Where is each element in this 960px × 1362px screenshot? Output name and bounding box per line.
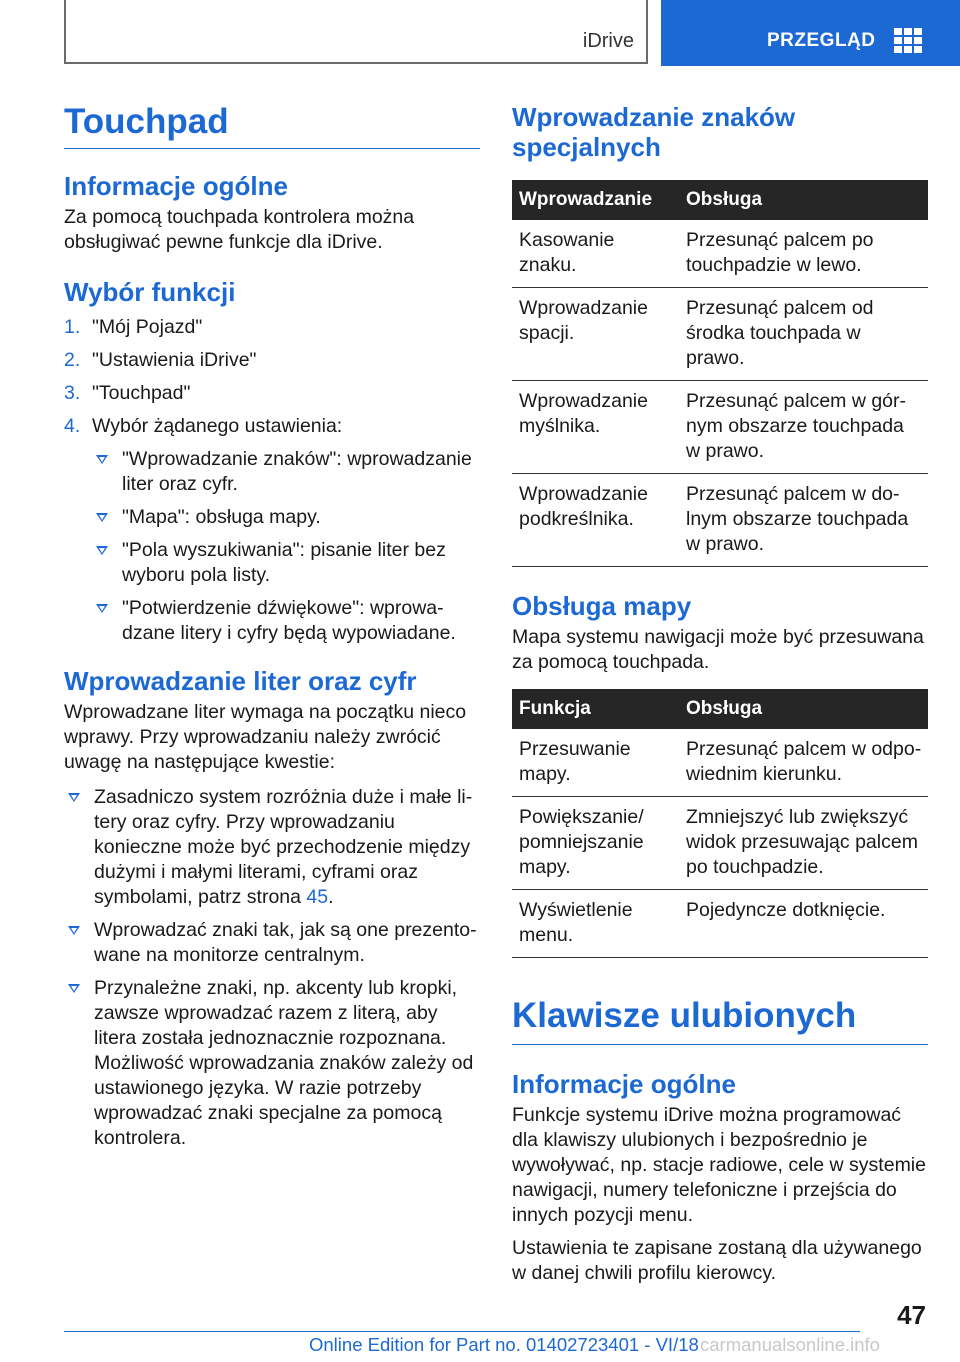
table-row (512, 797, 928, 890)
step-text: Wybór żądanego ustawienia: (92, 415, 343, 437)
table-header-row (512, 180, 928, 220)
section-heading-function-select: Wybór funkcji (64, 277, 236, 307)
list-item (92, 538, 480, 588)
list-item (92, 505, 480, 530)
bullet-text: Wprowadzać znaki tak, jak są one prezentowane na monitorze centralnym. (94, 919, 477, 966)
step-text: "Ustawienia iDrive" (92, 349, 257, 371)
list-item (92, 596, 480, 646)
overview-tab[interactable] (661, 0, 960, 66)
list-item (64, 976, 480, 1151)
bullet-text: "Pola wyszukiwania": pisanie liter bez wyboru pola listy. (122, 539, 446, 586)
section-heading-favorites-general: Informacje ogólne (512, 1069, 736, 1099)
table-cell: Wyświetlenie menu. (512, 890, 679, 958)
table-row (512, 890, 928, 958)
step-number: 4. (64, 415, 81, 437)
map-text: Mapa systemu nawigacji może być przesuwana za pomocą touchpada. (512, 626, 924, 673)
page-number: 47 (897, 1300, 926, 1330)
bullet-text: "Potwierdzenie dźwiękowe": wprowadzane litery i cyfry będą wypowiadane. (122, 597, 456, 644)
page-title: Touchpad (64, 102, 229, 141)
favorites-text-2: Ustawienia te zapisane zostaną dla używanego w danej chwili profilu kierowcy. (512, 1237, 922, 1284)
table-cell: Zmniejszyć lub zwiększyć widok przesuwając palcem po touchpadzie. (679, 797, 928, 890)
bullet-text: Przynależne znaki, np. akcenty lub kropki, zawsze wprowadzać razem z literą, aby litera została jednoznacznie rozpoznana. Możliwość wprowadzania znaków zależy od ustawionego języka. W razie potrzeby wprowadzać znaki specjalne za pomocą kontrolera. (94, 977, 474, 1149)
table-cell: Wprowadzanie podkreślnika. (512, 474, 679, 567)
header-box (64, 0, 648, 64)
footer-divider (64, 1331, 860, 1332)
table-cell: Przesunąć palcem w odpowiednim kierunku. (679, 729, 928, 797)
map-table (512, 689, 928, 958)
sub-bullet-list (64, 447, 480, 646)
table-header-row (512, 689, 928, 729)
step-number: 1. (64, 316, 81, 338)
table-header-cell: Obsługa (679, 180, 928, 220)
letters-bullet-list (64, 785, 480, 1151)
special-chars-table (512, 180, 928, 567)
table-row (512, 220, 928, 288)
table-cell: Przesunąć palcem od środka touchpada w prawo. (679, 288, 928, 381)
table-cell: Kasowanie znaku. (512, 220, 679, 288)
grid-icon (894, 28, 922, 54)
section-title-favorites: Klawisze ulubionych (512, 996, 857, 1035)
table-cell: Przesuwanie mapy. (512, 729, 679, 797)
list-item (64, 918, 480, 968)
general-text: Za pomocą touchpada kontrolera można obsługiwać pewne funkcje dla iDrive. (64, 206, 415, 253)
list-item (92, 447, 480, 497)
steps-list (64, 315, 480, 439)
overview-tab-label: PRZEGLĄD (767, 30, 876, 51)
table-cell: Wprowadzanie spacji. (512, 288, 679, 381)
table-header-cell: Wprowadzanie (512, 180, 679, 220)
page-link[interactable]: 45 (306, 886, 329, 908)
bullet-text: "Wprowadzanie znaków": wprowadzanie liter oraz cyfr. (122, 448, 472, 495)
table-cell: Pojedyncze dotknięcie. (679, 890, 928, 958)
favorites-divider (512, 1044, 928, 1045)
bullet-text-end: . (328, 886, 334, 908)
triangle-bullet-icon (96, 604, 108, 613)
step-text: "Mój Pojazd" (92, 316, 203, 338)
edition-text: Online Edition for Part no. 01402723401 - VI/18 (309, 1334, 699, 1355)
bullet-text: Zasadniczo system rozróżnia duże i małe litery oraz cyfry. Przy wprowadzaniu konieczne może być przechodzenie między dużymi i małymi literami, cyframi oraz symbolami, patrz strona (94, 786, 473, 908)
table-cell: Przesunąć palcem po touchpadzie w lewo. (679, 220, 928, 288)
section-heading-letters-digits: Wprowadzanie liter oraz cyfr (64, 666, 417, 696)
letters-digits-text: Wprowadzane liter wymaga na początku nieco wprawy. Przy wprowadzaniu należy zwrócić uwagę na następujące kwestie: (64, 701, 467, 773)
section-heading-special-chars: Wprowadzanie znaków specjalnych (512, 102, 796, 162)
left-column (64, 100, 480, 1151)
table-cell: Przesunąć palcem w górnym obszarze touchpada w prawo. (679, 381, 928, 474)
bullet-text: "Mapa": obsługa mapy. (122, 506, 321, 528)
table-cell: Powiększanie/ pomniejszanie mapy. (512, 797, 679, 890)
list-item (64, 315, 480, 340)
watermark: carmanualsonline.info (700, 1334, 880, 1355)
header-section-title: iDrive (582, 30, 634, 52)
favorites-text-1: Funkcje systemu iDrive można programować dla klawiszy ulubionych i bezpośrednio je wywoływać, np. stacje radiowe, cele w systemie nawigacji, numery telefoniczne i przejścia do innych pozycji menu. (512, 1104, 926, 1226)
list-item (64, 414, 480, 439)
list-item (64, 785, 480, 910)
table-row (512, 381, 928, 474)
right-column (512, 102, 928, 1286)
section-heading-general: Informacje ogólne (64, 171, 288, 201)
table-cell: Wprowadzanie myślnika. (512, 381, 679, 474)
list-item (64, 348, 480, 373)
triangle-bullet-icon (96, 546, 108, 555)
list-item (64, 381, 480, 406)
step-number: 3. (64, 382, 81, 404)
table-row (512, 288, 928, 381)
triangle-bullet-icon (96, 455, 108, 464)
title-divider (64, 148, 480, 149)
table-cell: Przesunąć palcem w dolnym obszarze touchpada w prawo. (679, 474, 928, 567)
table-header-cell: Obsługa (679, 689, 928, 729)
triangle-bullet-icon (96, 513, 108, 522)
table-row (512, 729, 928, 797)
section-heading-map: Obsługa mapy (512, 591, 692, 621)
table-row (512, 474, 928, 567)
triangle-bullet-icon (68, 793, 80, 802)
step-text: "Touchpad" (92, 382, 191, 404)
triangle-bullet-icon (68, 926, 80, 935)
table-header-cell: Funkcja (512, 689, 679, 729)
triangle-bullet-icon (68, 984, 80, 993)
step-number: 2. (64, 349, 81, 371)
